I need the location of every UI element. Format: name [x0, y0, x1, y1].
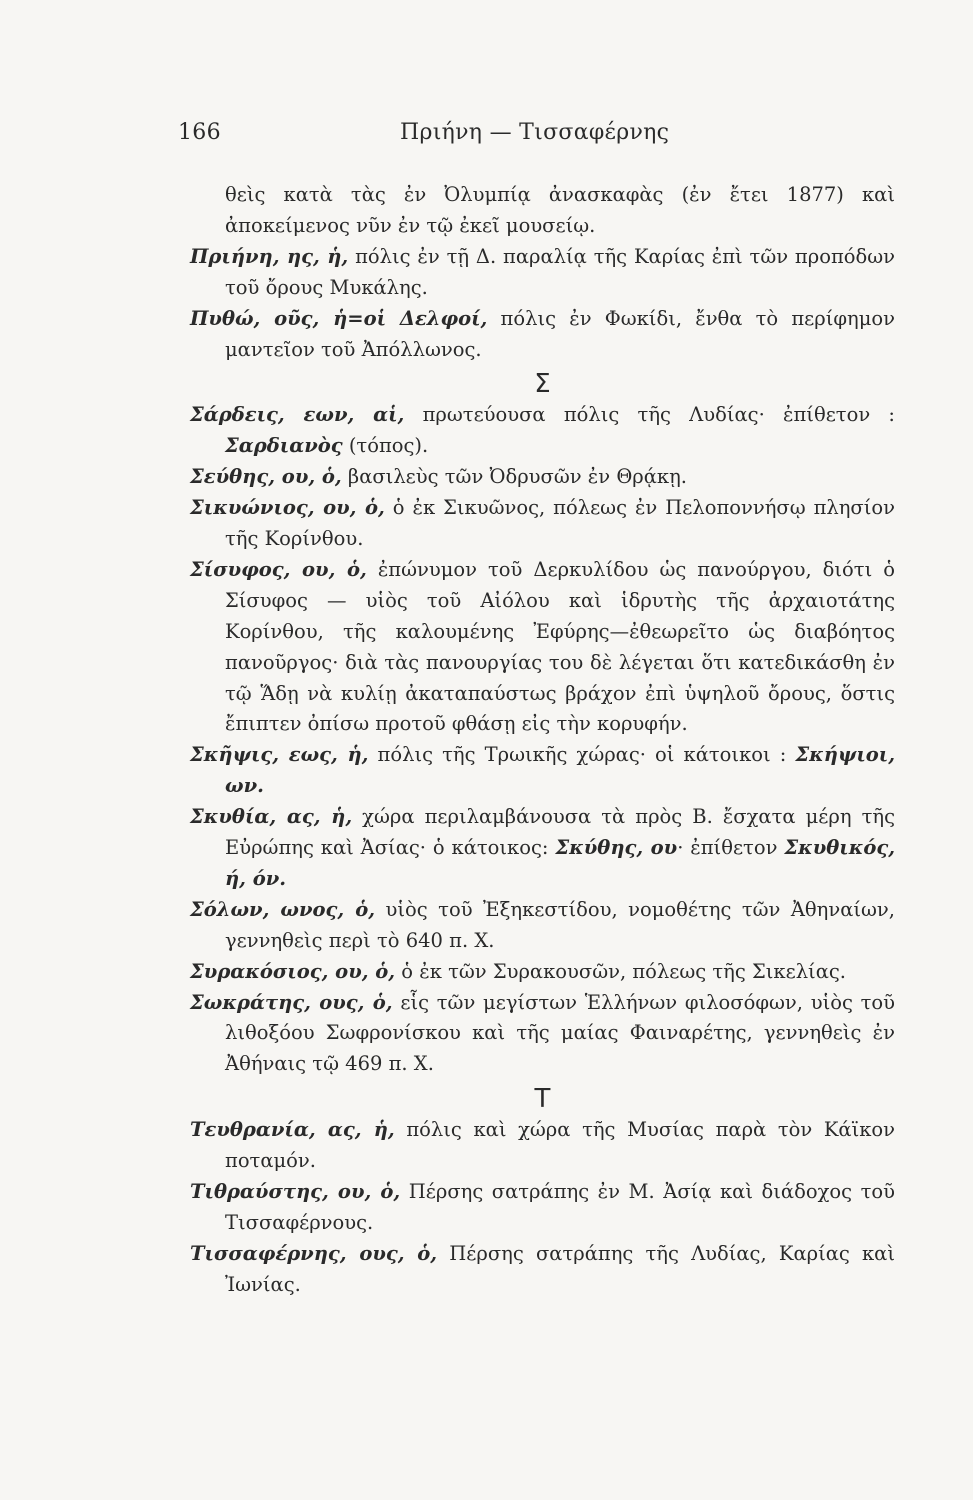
- entry-skepsis: [190, 740, 895, 802]
- entry-pytho: [190, 304, 895, 366]
- derived-form: Σαρδιανὸς: [225, 434, 343, 458]
- lemma: Συρακόσιος, ου, ὁ,: [190, 959, 396, 983]
- lemma: Σάρδεις, εων, αἱ,: [190, 403, 405, 427]
- lemma: Σικυώνιος, ου, ὁ,: [190, 496, 385, 520]
- definition: πόλις ἐν Φωκίδι, ἔνθα τὸ περίφημον μαντεῖον τοῦ Ἀπόλλωνος.: [225, 306, 895, 361]
- definition: υἱὸς τοῦ Ἐξηκεστίδου, νομοθέτης τῶν Ἀθηναίων, γεννηθεὶς περὶ τὸ 640 π. Χ.: [225, 897, 895, 952]
- lemma: Σίσυφος, ου, ὁ,: [190, 557, 367, 581]
- lemma: Πυθώ, οῦς, ἡ=οἱ Δελφοί,: [190, 306, 488, 330]
- lemma: Σκυθία, ας, ἡ,: [190, 805, 353, 829]
- entry-continuation: θεὶς κατὰ τὰς ἐν Ὀλυμπίᾳ ἀνασκαφὰς (ἐν ἔτει 1877) καὶ ἀποκείμενος νῦν ἐν τῷ ἐκεῖ μουσείῳ.: [225, 183, 895, 237]
- running-title: Πριήνη — Τισσαφέρνης: [400, 120, 670, 145]
- section-letter-tau: Τ: [534, 1084, 551, 1115]
- entry-teuthrania: [190, 1115, 895, 1177]
- definition-tail: (τόπος).: [342, 434, 429, 458]
- entry-sikyonios: [190, 493, 895, 555]
- lemma: Σεύθης, ου, ὁ,: [190, 465, 342, 489]
- definition: εἷς τῶν μεγίστων Ἑλλήνων φιλοσόφων, υἱὸς τοῦ λιθοξόου Σωφρονίσκου καὶ τῆς μαίας Φαιναρέτης, γεννηθεὶς ἐν Ἀθήναις τῷ 469 π. Χ.: [225, 990, 896, 1076]
- page-number: 166: [178, 120, 221, 145]
- definition: ὁ ἐκ τῶν Συρακουσῶν, πόλεως τῆς Σικελίας.: [395, 959, 846, 983]
- derived-form: Σκήψιοι, ων.: [225, 743, 895, 798]
- definition-tail: · ἐπίθετον: [677, 836, 785, 860]
- definition: πόλις ἐν τῇ Δ. παραλίᾳ τῆς Καρίας ἐπὶ τῶν προπόδων τοῦ ὄρους Μυκάλης.: [225, 244, 895, 299]
- entry-skythia: [190, 802, 895, 895]
- definition: πόλις καὶ χώρα τῆς Μυσίας παρὰ τὸν Κάϊκον ποταμόν.: [225, 1118, 895, 1173]
- lemma: Σωκράτης, ους, ὁ,: [190, 990, 393, 1014]
- lemma: Σκῆψις, εως, ἡ,: [190, 743, 369, 767]
- entry-sardeis: [190, 400, 895, 462]
- definition: ἐπώνυμον τοῦ Δερκυλίδου ὡς πανούργου, διότι ὁ Σίσυφος — υἱὸς τοῦ Αἰόλου καὶ ἱδρυτὴς τῆς ἀρχαιοτάτης Κορίνθου, τῆς καλουμένης Ἐφύρης—ἐθεωρεῖτο ὡς διαβόητος πανοῦργος· διὰ τὰς πανουργίας του δὲ λέγεται ὅτι κατεδικάσθη ἐν τῷ Ἅδῃ νὰ κυλίῃ ἀκαταπαύστως βράχον ἐπὶ ὑψηλοῦ ὄρους, ὅστις ἔπιπτεν ὀπίσω προτοῦ φθάσῃ εἰς τὴν κορυφήν.: [225, 557, 895, 736]
- definition: πρωτεύουσα πόλις τῆς Λυδίας· ἐπίθετον :: [404, 403, 895, 427]
- definition: χώρα περιλαμβάνουσα τὰ πρὸς Β. ἔσχατα μέρη τῆς Εὐρώπης καὶ Ἀσίας· ὁ κάτοικος:: [225, 805, 895, 860]
- entry-tithraustes: [190, 1177, 895, 1239]
- definition: ὁ ἐκ Σικυῶνος, πόλεως ἐν Πελοποννήσῳ πλησίον τῆς Κορίνθου.: [225, 496, 895, 550]
- entry-solon: [190, 895, 895, 957]
- entry-sisyphos: [190, 555, 895, 740]
- lemma: Πριήνη, ης, ἡ,: [190, 244, 349, 268]
- definition: Πέρσης σατράπης ἐν Μ. Ἀσίᾳ καὶ διάδοχος τοῦ Τισσαφέρνους.: [225, 1180, 895, 1234]
- lemma: Τευθρανία, ας, ἡ,: [190, 1118, 395, 1142]
- derived-form: Σκύθης, ου: [555, 836, 678, 860]
- definition: βασιλεὺς τῶν Ὀδρυσῶν ἐν Θρᾴκῃ.: [341, 465, 688, 489]
- definition: Πέρσης σατράπης τῆς Λυδίας, Καρίας καὶ Ἰωνίας.: [225, 1241, 895, 1296]
- definition: πόλις τῆς Τρωικῆς χώρας· οἱ κάτοικοι :: [368, 743, 796, 767]
- entry-syrakosios: [190, 957, 895, 988]
- entry-priene: [190, 242, 895, 304]
- entry-sokrates: [190, 988, 895, 1081]
- entry-tissaphernes: [190, 1239, 895, 1301]
- dictionary-text: [190, 180, 895, 1301]
- entry-seuthes: [190, 462, 895, 493]
- lemma: Τιθραύστης, ου, ὁ,: [190, 1180, 401, 1203]
- derived-adjective: Σκυθικός, ή, όν.: [225, 836, 895, 890]
- section-letter-sigma: Σ: [534, 369, 551, 400]
- lemma: Σόλων, ωνος, ὁ,: [190, 897, 376, 921]
- lemma: Τισσαφέρνης, ους, ὁ,: [190, 1241, 438, 1265]
